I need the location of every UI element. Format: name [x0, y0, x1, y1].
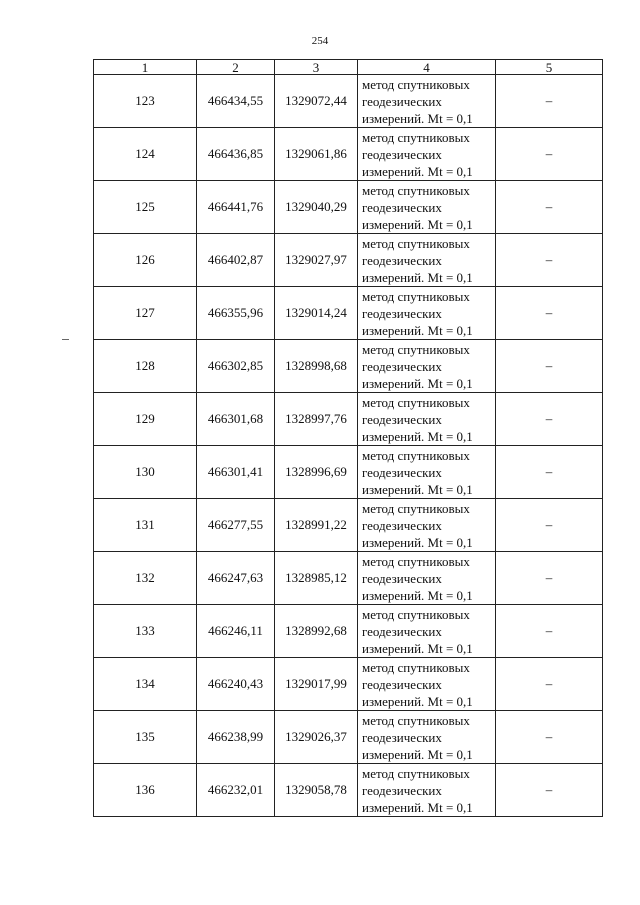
method-line: геодезических [362, 517, 442, 533]
method-line: геодезических [362, 464, 442, 480]
method-line: измерений. Mt = 0,1 [362, 799, 473, 815]
description-cell: – [496, 605, 603, 658]
method-line: измерений. Mt = 0,1 [362, 375, 473, 391]
method-line: измерений. Mt = 0,1 [362, 110, 473, 126]
method-line: измерений. Mt = 0,1 [362, 428, 473, 444]
x-coordinate-cell: 466301,41 [197, 446, 275, 499]
method-line: измерений. Mt = 0,1 [362, 269, 473, 285]
y-coordinate-cell: 1329061,86 [275, 128, 358, 181]
x-coordinate-cell: 466302,85 [197, 340, 275, 393]
method-line: геодезических [362, 305, 442, 321]
description-cell: – [496, 552, 603, 605]
method-cell [358, 552, 496, 605]
method-line: метод спутниковых [362, 500, 470, 516]
method-line: метод спутниковых [362, 765, 470, 781]
point-number-cell: 130 [94, 446, 197, 499]
x-coordinate-cell: 466238,99 [197, 711, 275, 764]
method-line: метод спутниковых [362, 606, 470, 622]
y-coordinate-cell: 1328991,22 [275, 499, 358, 552]
table-row [94, 128, 603, 181]
x-coordinate-cell: 466355,96 [197, 287, 275, 340]
y-coordinate-cell: 1329058,78 [275, 764, 358, 817]
table-row [94, 287, 603, 340]
method-line: геодезических [362, 729, 442, 745]
page-number: 254 [311, 35, 329, 47]
method-line: метод спутниковых [362, 76, 470, 92]
method-cell [358, 658, 496, 711]
method-line: геодезических [362, 782, 442, 798]
method-cell [358, 340, 496, 393]
method-cell [358, 75, 496, 128]
y-coordinate-cell: 1329027,97 [275, 234, 358, 287]
method-line: измерений. Mt = 0,1 [362, 163, 473, 179]
method-line: измерений. Mt = 0,1 [362, 693, 473, 709]
point-number-cell: 132 [94, 552, 197, 605]
method-line: геодезических [362, 411, 442, 427]
method-line: геодезических [362, 252, 442, 268]
method-line: метод спутниковых [362, 235, 470, 251]
header-col-5: 5 [496, 60, 603, 75]
coordinates-table [93, 59, 603, 817]
method-line: измерений. Mt = 0,1 [362, 587, 473, 603]
method-cell [358, 181, 496, 234]
method-cell [358, 393, 496, 446]
y-coordinate-cell: 1328992,68 [275, 605, 358, 658]
table-row [94, 658, 603, 711]
table-row [94, 605, 603, 658]
method-cell [358, 234, 496, 287]
y-coordinate-cell: 1329040,29 [275, 181, 358, 234]
method-cell [358, 711, 496, 764]
method-line: метод спутниковых [362, 182, 470, 198]
y-coordinate-cell: 1328997,76 [275, 393, 358, 446]
method-line: измерений. Mt = 0,1 [362, 216, 473, 232]
point-number-cell: 124 [94, 128, 197, 181]
method-line: измерений. Mt = 0,1 [362, 640, 473, 656]
table-body [94, 75, 603, 817]
point-number-cell: 133 [94, 605, 197, 658]
method-line: геодезических [362, 358, 442, 374]
method-line: геодезических [362, 623, 442, 639]
y-coordinate-cell: 1329072,44 [275, 75, 358, 128]
y-coordinate-cell: 1328996,69 [275, 446, 358, 499]
x-coordinate-cell: 466247,63 [197, 552, 275, 605]
table-row [94, 234, 603, 287]
method-line: геодезических [362, 146, 442, 162]
y-coordinate-cell: 1328985,12 [275, 552, 358, 605]
point-number-cell: 135 [94, 711, 197, 764]
table-row [94, 711, 603, 764]
method-line: метод спутниковых [362, 394, 470, 410]
header-col-3: 3 [275, 60, 358, 75]
method-cell [358, 764, 496, 817]
description-cell: – [496, 393, 603, 446]
table-row [94, 75, 603, 128]
description-cell: – [496, 499, 603, 552]
description-cell: – [496, 75, 603, 128]
method-line: измерений. Mt = 0,1 [362, 481, 473, 497]
point-number-cell: 126 [94, 234, 197, 287]
x-coordinate-cell: 466232,01 [197, 764, 275, 817]
x-coordinate-cell: 466240,43 [197, 658, 275, 711]
method-line: геодезических [362, 199, 442, 215]
method-cell [358, 605, 496, 658]
method-line: геодезических [362, 93, 442, 109]
header-col-4: 4 [358, 60, 496, 75]
method-line: геодезических [362, 676, 442, 692]
description-cell: – [496, 287, 603, 340]
x-coordinate-cell: 466434,55 [197, 75, 275, 128]
point-number-cell: 123 [94, 75, 197, 128]
point-number-cell: 131 [94, 499, 197, 552]
description-cell: – [496, 340, 603, 393]
x-coordinate-cell: 466246,11 [197, 605, 275, 658]
table-header-row [94, 60, 603, 75]
point-number-cell: 129 [94, 393, 197, 446]
x-coordinate-cell: 466301,68 [197, 393, 275, 446]
table-row [94, 446, 603, 499]
table-row [94, 340, 603, 393]
description-cell: – [496, 658, 603, 711]
description-cell: – [496, 181, 603, 234]
method-line: метод спутниковых [362, 447, 470, 463]
description-cell: – [496, 764, 603, 817]
table-row [94, 393, 603, 446]
x-coordinate-cell: 466436,85 [197, 128, 275, 181]
description-cell: – [496, 128, 603, 181]
method-cell [358, 499, 496, 552]
method-line: геодезических [362, 570, 442, 586]
method-line: измерений. Mt = 0,1 [362, 534, 473, 550]
y-coordinate-cell: 1329014,24 [275, 287, 358, 340]
method-line: метод спутниковых [362, 288, 470, 304]
method-line: метод спутниковых [362, 553, 470, 569]
method-line: метод спутниковых [362, 129, 470, 145]
header-col-2: 2 [197, 60, 275, 75]
method-cell [358, 446, 496, 499]
description-cell: – [496, 234, 603, 287]
method-line: метод спутниковых [362, 659, 470, 675]
x-coordinate-cell: 466402,87 [197, 234, 275, 287]
x-coordinate-cell: 466441,76 [197, 181, 275, 234]
point-number-cell: 128 [94, 340, 197, 393]
table-row [94, 181, 603, 234]
margin-mark [62, 339, 69, 340]
point-number-cell: 127 [94, 287, 197, 340]
table-row [94, 764, 603, 817]
y-coordinate-cell: 1329017,99 [275, 658, 358, 711]
method-line: метод спутниковых [362, 712, 470, 728]
table-row [94, 552, 603, 605]
point-number-cell: 134 [94, 658, 197, 711]
method-line: измерений. Mt = 0,1 [362, 746, 473, 762]
table-row [94, 499, 603, 552]
header-col-1: 1 [94, 60, 197, 75]
method-line: измерений. Mt = 0,1 [362, 322, 473, 338]
y-coordinate-cell: 1328998,68 [275, 340, 358, 393]
point-number-cell: 125 [94, 181, 197, 234]
description-cell: – [496, 711, 603, 764]
method-line: метод спутниковых [362, 341, 470, 357]
point-number-cell: 136 [94, 764, 197, 817]
x-coordinate-cell: 466277,55 [197, 499, 275, 552]
method-cell [358, 128, 496, 181]
y-coordinate-cell: 1329026,37 [275, 711, 358, 764]
method-cell [358, 287, 496, 340]
description-cell: – [496, 446, 603, 499]
